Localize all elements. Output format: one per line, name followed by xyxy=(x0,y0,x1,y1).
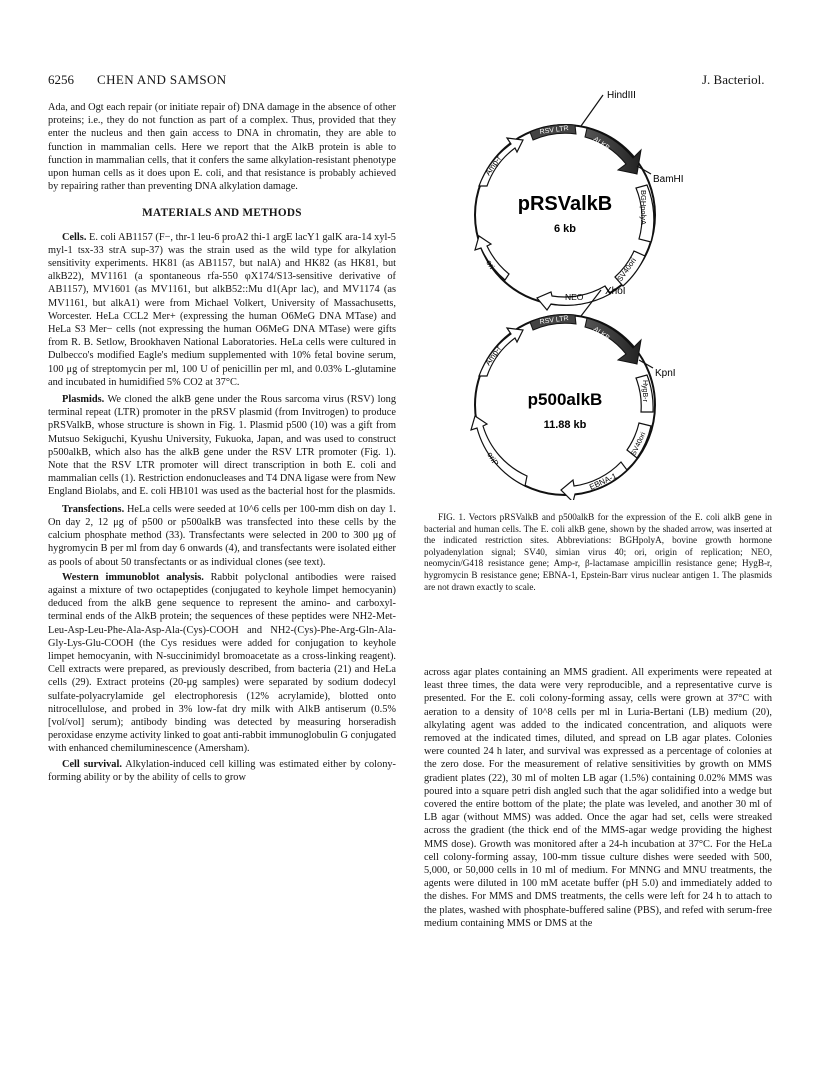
ori-label-1: ori xyxy=(484,258,497,271)
orip-arrow xyxy=(471,416,527,486)
sv40ori-label-2: SV40ori xyxy=(630,431,648,457)
running-authors: CHEN AND SAMSON xyxy=(97,72,227,87)
xhoi-label: XhoI xyxy=(605,286,626,297)
right-column xyxy=(424,666,772,930)
ampr-label-2: Amp-r xyxy=(483,344,504,368)
alkb-arrow-2 xyxy=(585,318,641,364)
ampr-label-1: Amp-r xyxy=(483,154,504,178)
alkb-label-2: ALKB xyxy=(591,325,611,342)
paragraph-plasmids: Plasmids. We cloned the alkB gene under the Rous sarcoma virus (RSV) long terminal repeat (LTR) promoter in the pRSV plasmid (from Invitrogen) to produce pRSValkB, whose structure is shown in Fig. 1. Plasmid p500 (10) was a gift from Mutsuo Sekiguchi, Kyushu University, Fukuoka, Japan, and was used to construct p500alkB, which also has the alkB gene under the RSV LTR promoter (Fig. 1). Note that the RSV LTR promoter will direct transcription in both E. coli and mammalian cells (1). Restriction endonucleases and T4 DNA ligase were from New England Biolabs, and E. coli HB101 was used as the bacterial host for the plasmids. xyxy=(48,394,396,498)
page-number: 6256 xyxy=(48,72,74,87)
alkb-label-1: ALKB xyxy=(591,135,611,152)
orip-label: oriP xyxy=(485,450,501,468)
paragraph-cells: Cells. E. coli AB1157 (F−, thr-1 leu-6 proA2 thi-1 argE lacY1 galK ara-14 xyl-5 myl-1 tsx-33 strA sup-37) was the strain used as the wild type for alkylation sensitivity experiments. HK81 (as AB1157, but nalA) and HK82 (as HK81, but alkB22), MV1161 (a spontaneous rfa-550 φX174/S13-sensitive derivative of AB1157), MV1601 (as MV1161, but alkB52::Mu d1(Apr lac), and MV1174 (as MV1161, but alkA1) were from Michael Volkert, University of Massachusetts, Worcester. HeLa CCL2 Mer+ (expressing the human O6MeG DNA MTase) and HeLa S3 Mer− cells (not expressing the human O6MeG DNA MTase) were gifts from R. B. Setlow, Brookhaven National Laboratories. HeLa cells were cultured in Dulbecco's modified Eagle's medium supplemented with 10% fetal bovine serum, 100 μg of streptomycin per ml, 100 U of penicillin per ml, and 0.03% L-glutamine and incubated in humidified 5% CO2 at 37°C. xyxy=(48,231,396,388)
rsv-ltr-label-1: RSV LTR xyxy=(539,125,570,136)
paragraph-western: Western immunoblot analysis. Rabbit polyclonal antibodies were raised against a mixture of two octapeptides (conjugated to keyhole limpet hemocyanin) deduced from the alkB gene sequence to represent the amino- and carboxyl-terminal ends of the AlkB protein; the sequences of these peptides were NH2-Met-Leu-Asp-Leu-Phe-Ala-Asp-Ala-(Cys)-COOH and NH2-(Cys)-Phe-Arg-Gln-Ala-Gly-Lys-Glu-COOH (the Cys residues were added for conjugation to keyhole limpet hemocyanin, with N-succinimidyl bromoacetate as a cross-linking reagent). Cell extracts were prepared, as previously described, from bacteria (21) and HeLa cells (29). Extract proteins (20-μg samples) were separated by sodium dodecyl sulfate-polyacrylamide gel electrophoresis (12% acrylamide), blotted onto nitrocellulose, and probed in 3% low-fat dry milk with AlkB antiserum (0.5% [vol/vol] serum); antibody binding was detected by measuring horseradish peroxidase enzyme activity linked to goat anti-rabbit immunoglobulin G conjugated with enhanced chemiluminescence (Amersham). xyxy=(48,571,396,755)
rsv-ltr-label-2: RSV LTR xyxy=(539,315,570,326)
alkb-arrow-1 xyxy=(585,128,641,174)
plasmid-size-2: 11.88 kb xyxy=(543,419,587,431)
ebna1-label: EBNA-1 xyxy=(588,471,619,492)
bamhi-label: BamHI xyxy=(653,174,684,185)
kpni-label: KpnI xyxy=(655,368,676,379)
hindiii-label: HindIII xyxy=(607,90,636,101)
journal-name: J. Bacteriol. xyxy=(702,72,765,87)
left-column xyxy=(48,101,396,784)
hygbr-label: HygB-r xyxy=(641,380,648,402)
sv40ori-label-1: SV40ori xyxy=(615,256,638,284)
paragraph-cell-survival: Cell survival. Alkylation-induced cell killing was estimated either by colony-forming ability or by the ability of cells to grow xyxy=(48,758,396,783)
figure-caption: FIG. 1. Vectors pRSValkB and p500alkB for the expression of the E. coli alkB gene in bacterial and human cells. The E. coli alkB gene, shown by the shaded arrow, was inserted at the indicated restriction sites. Abbreviations: BGHpolyA, bovine growth hormone polyadenylation signal; SV40, simian virus 40; ori, origin of replication; NEO, neomycin/G418 resistance gene; Amp-r, β-lactamase ampicillin resistance gene; HygB-r, hygromycin B resistance gene; EBNA-1, Epstein-Barr virus nuclear antigen 1. The plasmids are not drawn exactly to scale. xyxy=(424,512,772,592)
section-title: MATERIALS AND METHODS xyxy=(142,207,302,220)
plasmid-figure xyxy=(415,90,775,500)
paragraph-transfections: Transfections. HeLa cells were seeded at 10^6 cells per 100-mm dish on day 1. On day 2, 12 μg of p500 or p500alkB was transfected into these cells by the calcium phosphate method (33). Transfectants were selected in 200 to 300 μg of hygromycin B per ml from day 6 onwards (4), and transfectants were isolated either as pools of about 50 transfectants or as individual clones (see text). xyxy=(48,503,396,568)
plasmid-pRSValkB xyxy=(475,90,684,310)
plasmid-name-2: p500alkB xyxy=(527,390,603,409)
neo-label: NEO xyxy=(565,292,584,302)
right-column-text: across agar plates containing an MMS gradient. All experiments were repeated at least three times, the data were very reproducible, and a representative curve is presented. For the E. coli colony-forming assay, cells were grown at 37°C with aeration to a density of 10^8 cells per ml in Luria-Bertani (LB) medium (20), alkylating agent was added to the indicated concentration, and aliquots were removed at the indicated times, diluted, and spread on LB agar plates. Colonies were counted 24 h later, and survival was expressed as a percentage of colonies at the zero dose. For the measurement of relative sensitivities by growth on MMS gradient plates (22), 30 ml of molten LB agar (1.5%) containing 0.02% MMS was poured into a square petri dish angled such that the agar solidified into a wedge but covered the entire bottom of the plate; the plate was leveled, and another 30 ml of LB agar (without MMS) was added. Once the agar had set, cells were streaked across the gradient (the thick end of the MMS-agar wedge providing the highest MMS dose). Growth was monitored after a 24-h incubation at 37°C. For the HeLa cell colony-forming assay, 100-mm tissue culture dishes were seeded with 500, 5,000, or 50,000 cells in 10 ml of medium. For MNNG and MNU treatments, the agents were diluted in 100 mM acetate buffer (pH 5.0) and immediately added to the dishes. For MMS and DMS treatments, the cells were left for 24 h to attach to the plates, washed with phosphate-buffered saline (PBS), and refed with serum-free medium containing MMS or DMS at the xyxy=(424,667,772,929)
plasmid-name-1: pRSValkB xyxy=(517,193,613,215)
plasmid-size-1: 6 kb xyxy=(553,223,577,235)
bghpolya-label: BGHpolyA xyxy=(639,190,648,226)
plasmid-p500alkB xyxy=(471,286,676,500)
intro-paragraph: Ada, and Ogt each repair (or initiate repair of) DNA damage in the absence of other proteins; i.e., they do not function as part of a complex. Thus, provided that they enter the nucleus and then gain access to DNA in chromatin, they are able to function in mammalian cells. Here we report that the AlkB protein is able to function in mammalian cells, that it confers the same alkylation-resistant phenotype upon human cells as it does upon E. coli, and that resistance is probably achieved by repairing rather than preventing DNA alkylation damage. xyxy=(48,102,396,193)
